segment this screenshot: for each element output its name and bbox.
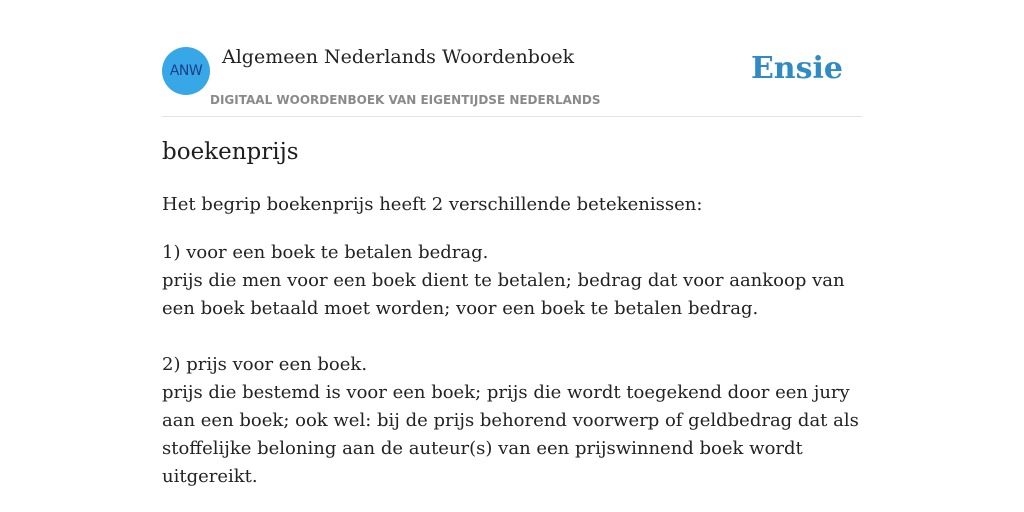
meaning-item [162,239,867,323]
meaning-label: 2) prijs voor een boek. [162,354,368,375]
meaning-definition: prijs die bestemd is voor een boek; prijs die wordt toegekend door een jury aan een boek; ook wel: bij de prijs behorend voorwerp of geldbedrag dat als stoffelijke beloning aan de auteur(s) van een prijswinnend boek wordt uitgereikt. [162,382,859,487]
page-title: boekenprijs [162,139,299,165]
meaning-definition: prijs die men voor een boek dient te betalen; bedrag dat voor aankoop van een boek betaald moet worden; voor een boek te betalen bedrag. [162,270,845,319]
logo-text: ANW [169,63,203,79]
meaning-item [162,351,867,491]
dictionary-subtitle: DIGITAAL WOORDENBOEK VAN EIGENTIJDSE NEDERLANDS [210,93,601,107]
meanings-intro: Het begrip boekenprijs heeft 2 verschillende betekenissen: [162,194,703,215]
anw-logo[interactable] [162,47,210,95]
header [162,40,862,117]
meaning-label: 1) voor een boek te betalen bedrag. [162,242,489,263]
ensie-brand-link[interactable]: Ensie [750,51,843,86]
dictionary-title[interactable]: Algemeen Nederlands Woordenboek [222,46,575,68]
meanings-list [162,239,867,512]
